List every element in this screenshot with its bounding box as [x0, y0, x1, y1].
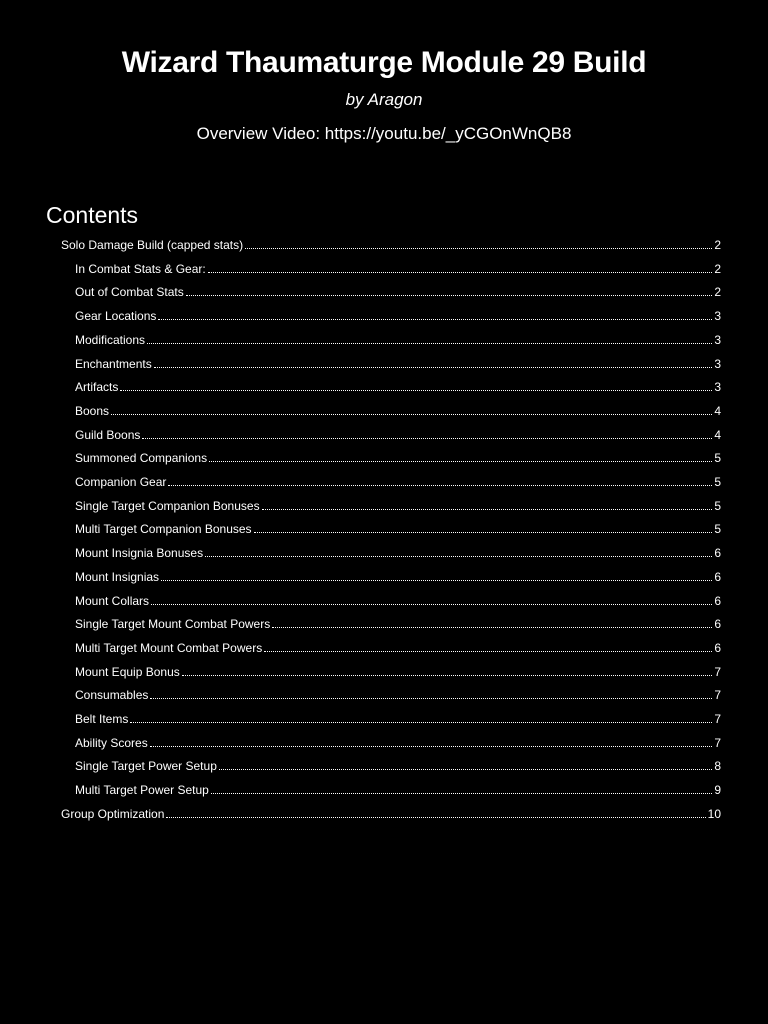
- toc-page-number: 3: [714, 309, 721, 324]
- toc-entry[interactable]: [75, 516, 721, 536]
- toc-entry-title: Single Target Mount Combat Powers: [75, 617, 271, 632]
- toc-entry[interactable]: [75, 777, 721, 797]
- toc-dot-leader: [120, 389, 712, 391]
- toc-entry-title: Multi Target Power Setup: [75, 783, 209, 798]
- toc-page-number: 9: [714, 783, 721, 798]
- toc-entry-title: Boons: [75, 403, 110, 418]
- toc-page-number: 3: [714, 380, 721, 395]
- overview-video-link[interactable]: Overview Video: https://youtu.be/_yCGOnWnQB8: [196, 124, 572, 143]
- toc-page-number: 10: [707, 806, 721, 821]
- toc-entry-title: Mount Insignia Bonuses: [75, 546, 204, 561]
- toc-entry[interactable]: [75, 351, 721, 371]
- contents-heading: Contents: [46, 202, 139, 228]
- toc-entry[interactable]: [75, 730, 721, 750]
- toc-entry[interactable]: [75, 635, 721, 655]
- toc-page-number: 7: [714, 712, 721, 726]
- toc-page-number: 5: [714, 522, 721, 537]
- toc-entry[interactable]: [75, 564, 721, 584]
- toc-entry[interactable]: [61, 801, 721, 821]
- toc-dot-leader: [158, 318, 712, 320]
- toc-page-number: 6: [714, 546, 721, 561]
- toc-entry[interactable]: [75, 588, 721, 608]
- toc-entry[interactable]: [75, 374, 721, 394]
- toc-entry-title: Group Optimization: [61, 806, 165, 821]
- toc-page-number: 8: [714, 759, 721, 774]
- document-author: by Aragon: [345, 90, 423, 109]
- toc-entry-title: Single Target Power Setup: [75, 759, 217, 774]
- toc-entry-title: Mount Equip Bonus: [75, 664, 180, 679]
- toc-entry[interactable]: [61, 232, 721, 252]
- toc-entry-title: Modifications: [75, 332, 146, 347]
- toc-page-number: 5: [714, 451, 721, 466]
- toc-dot-leader: [154, 366, 713, 368]
- toc-entry[interactable]: [75, 493, 721, 513]
- toc-entry[interactable]: [75, 303, 721, 323]
- toc-dot-leader: [161, 579, 712, 581]
- toc-page-number: 6: [714, 569, 721, 584]
- toc-entry-title: Single Target Companion Bonuses: [75, 498, 260, 513]
- toc-entry-title: Belt Items: [75, 712, 129, 726]
- toc-dot-leader: [208, 271, 713, 273]
- toc-dot-leader: [130, 721, 712, 723]
- toc-dot-leader: [264, 650, 712, 652]
- toc-page-number: 5: [714, 475, 721, 489]
- toc-entry-title: Mount Collars: [75, 593, 150, 608]
- toc-page-number: 2: [714, 285, 721, 300]
- toc-dot-leader: [168, 484, 712, 486]
- toc-entry[interactable]: [75, 469, 721, 489]
- toc-entry-title: Gear Locations: [75, 309, 157, 324]
- toc-dot-leader: [211, 792, 712, 794]
- toc-entry[interactable]: [75, 611, 721, 631]
- toc-entry-title: Multi Target Companion Bonuses: [75, 522, 252, 537]
- toc-entry-title: Multi Target Mount Combat Powers: [75, 640, 263, 655]
- toc-entry[interactable]: [75, 682, 721, 702]
- toc-dot-leader: [111, 413, 712, 415]
- toc-page-number: 7: [714, 735, 721, 750]
- toc-entry-title: Guild Boons: [75, 427, 141, 442]
- toc-entry[interactable]: [75, 540, 721, 560]
- toc-entry[interactable]: [75, 256, 721, 276]
- toc-page-number: 3: [714, 332, 721, 347]
- toc-entry-title: Out of Combat Stats: [75, 285, 184, 300]
- toc-entry-title: Artifacts: [75, 380, 119, 395]
- toc-dot-leader: [209, 460, 712, 462]
- toc-entry-title: Consumables: [75, 688, 149, 703]
- toc-entry-title: Companion Gear: [75, 475, 167, 489]
- toc-entry[interactable]: [75, 445, 721, 465]
- toc-page-number: 6: [714, 593, 721, 608]
- toc-entry-title: Enchantments: [75, 356, 152, 371]
- toc-page-number: 4: [714, 403, 721, 418]
- toc-dot-leader: [245, 247, 712, 249]
- toc-entry-title: In Combat Stats & Gear:: [75, 261, 206, 276]
- toc-entry[interactable]: [75, 659, 721, 679]
- toc-dot-leader: [262, 508, 713, 510]
- toc-dot-leader: [150, 697, 712, 699]
- toc-entry[interactable]: [75, 422, 721, 442]
- toc-dot-leader: [186, 294, 713, 296]
- toc-page-number: 7: [714, 688, 721, 703]
- toc-page-number: 2: [714, 238, 721, 252]
- toc-entry[interactable]: [75, 398, 721, 418]
- toc-page-number: 6: [714, 617, 721, 632]
- toc-dot-leader: [142, 437, 712, 439]
- toc-entry[interactable]: [75, 753, 721, 773]
- toc-entry-title: Mount Insignias: [75, 569, 160, 584]
- toc-entry-title: Summoned Companions: [75, 451, 208, 466]
- toc-entry-title: Ability Scores: [75, 735, 148, 750]
- toc-page-number: 2: [714, 261, 721, 276]
- toc-entry[interactable]: [75, 279, 721, 299]
- toc-dot-leader: [182, 674, 713, 676]
- toc-entry-title: Solo Damage Build (capped stats): [61, 238, 244, 252]
- document-title: Wizard Thaumaturge Module 29 Build: [121, 46, 647, 79]
- toc-dot-leader: [166, 816, 705, 818]
- toc-dot-leader: [254, 531, 713, 533]
- toc-entry[interactable]: [75, 706, 721, 726]
- toc-page-number: 6: [714, 640, 721, 655]
- toc-dot-leader: [272, 626, 712, 628]
- toc-dot-leader: [219, 768, 712, 770]
- toc-entry[interactable]: [75, 327, 721, 347]
- toc-page-number: 4: [714, 427, 721, 442]
- toc-dot-leader: [205, 555, 712, 557]
- toc-page-number: 3: [714, 356, 721, 371]
- toc-page-number: 7: [714, 664, 721, 679]
- toc-dot-leader: [150, 745, 713, 747]
- toc-dot-leader: [151, 603, 712, 605]
- toc-page-number: 5: [714, 498, 721, 513]
- toc-dot-leader: [147, 342, 712, 344]
